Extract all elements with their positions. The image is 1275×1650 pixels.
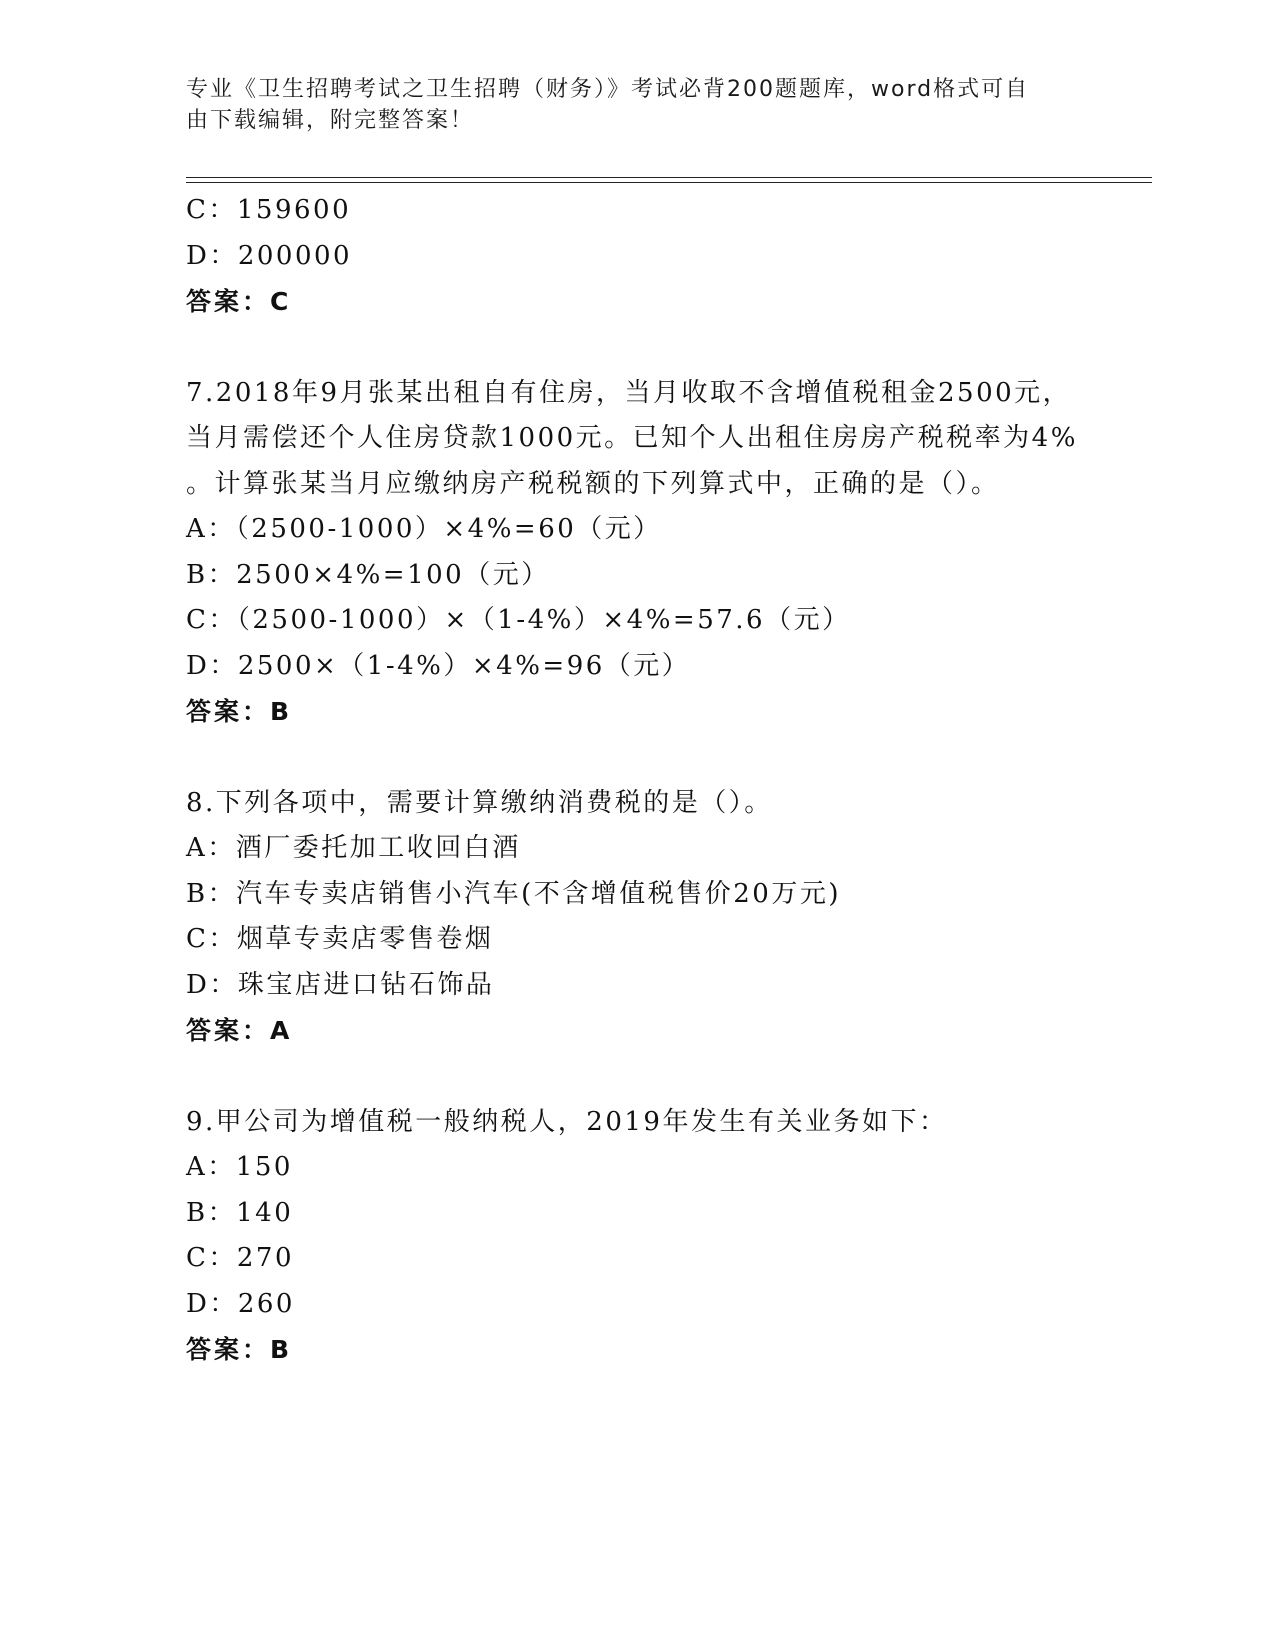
header-rule-top xyxy=(186,177,1152,178)
spacer xyxy=(186,325,1086,371)
question-content xyxy=(186,188,1086,1373)
header-title-line-2: 由下载编辑，附完整答案！ xyxy=(186,108,475,133)
question-7-text-line-2: 当月需偿还个人住房贷款1000元。已知个人出租住房房产税税率为4% xyxy=(186,423,1078,453)
option-c: C：（2500-1000）×（1-4%）×4%=57.6（元） xyxy=(186,605,851,635)
option-d: D：200000 xyxy=(186,240,353,271)
question-8-text: 8.下列各项中，需要计算缴纳消费税的是（）。 xyxy=(186,787,773,818)
spacer xyxy=(186,735,1086,781)
option-b: B：2500×4%=100（元） xyxy=(186,559,550,590)
answer-line: 答案：A xyxy=(186,1016,293,1045)
document-header xyxy=(186,74,1066,136)
header-title-line-1: 专业《卫生招聘考试之卫生招聘（财务）》考试必背200题题库，word格式可自 xyxy=(186,77,1030,102)
answer-line: 答案：B xyxy=(186,697,293,726)
question-9-text: 9.甲公司为增值税一般纳税人，2019年发生有关业务如下： xyxy=(186,1106,948,1137)
header-rule-bottom xyxy=(186,182,1152,183)
option-b: B：140 xyxy=(186,1197,294,1228)
option-c: C：270 xyxy=(186,1243,295,1273)
option-c: C：烟草专卖店零售卷烟 xyxy=(186,924,494,954)
option-d: D：2500×（1-4%）×4%=96（元） xyxy=(186,650,691,681)
answer-line: 答案：B xyxy=(186,1335,293,1364)
option-b: B：汽车专卖店销售小汽车(不含增值税售价20万元) xyxy=(186,878,841,909)
option-d: D：珠宝店进口钻石饰品 xyxy=(186,969,495,1000)
question-6-tail xyxy=(186,188,1086,325)
option-a: A：150 xyxy=(186,1152,293,1182)
question-7 xyxy=(186,371,1086,735)
answer-line: 答案：C xyxy=(186,287,292,316)
option-a: A：（2500-1000）×4%=60（元） xyxy=(186,514,662,544)
question-8 xyxy=(186,781,1086,1054)
question-7-text-line-3: 。计算张某当月应缴纳房产税税额的下列算式中，正确的是（）。 xyxy=(186,468,1000,499)
option-c: C：159600 xyxy=(186,195,352,225)
spacer xyxy=(186,1054,1086,1100)
option-a: A：酒厂委托加工收回白酒 xyxy=(186,833,521,863)
question-9 xyxy=(186,1100,1086,1373)
option-d: D：260 xyxy=(186,1288,295,1319)
question-7-text-line-1: 7.2018年9月张某出租自有住房，当月收取不含增值税租金2500元， xyxy=(186,377,1072,408)
